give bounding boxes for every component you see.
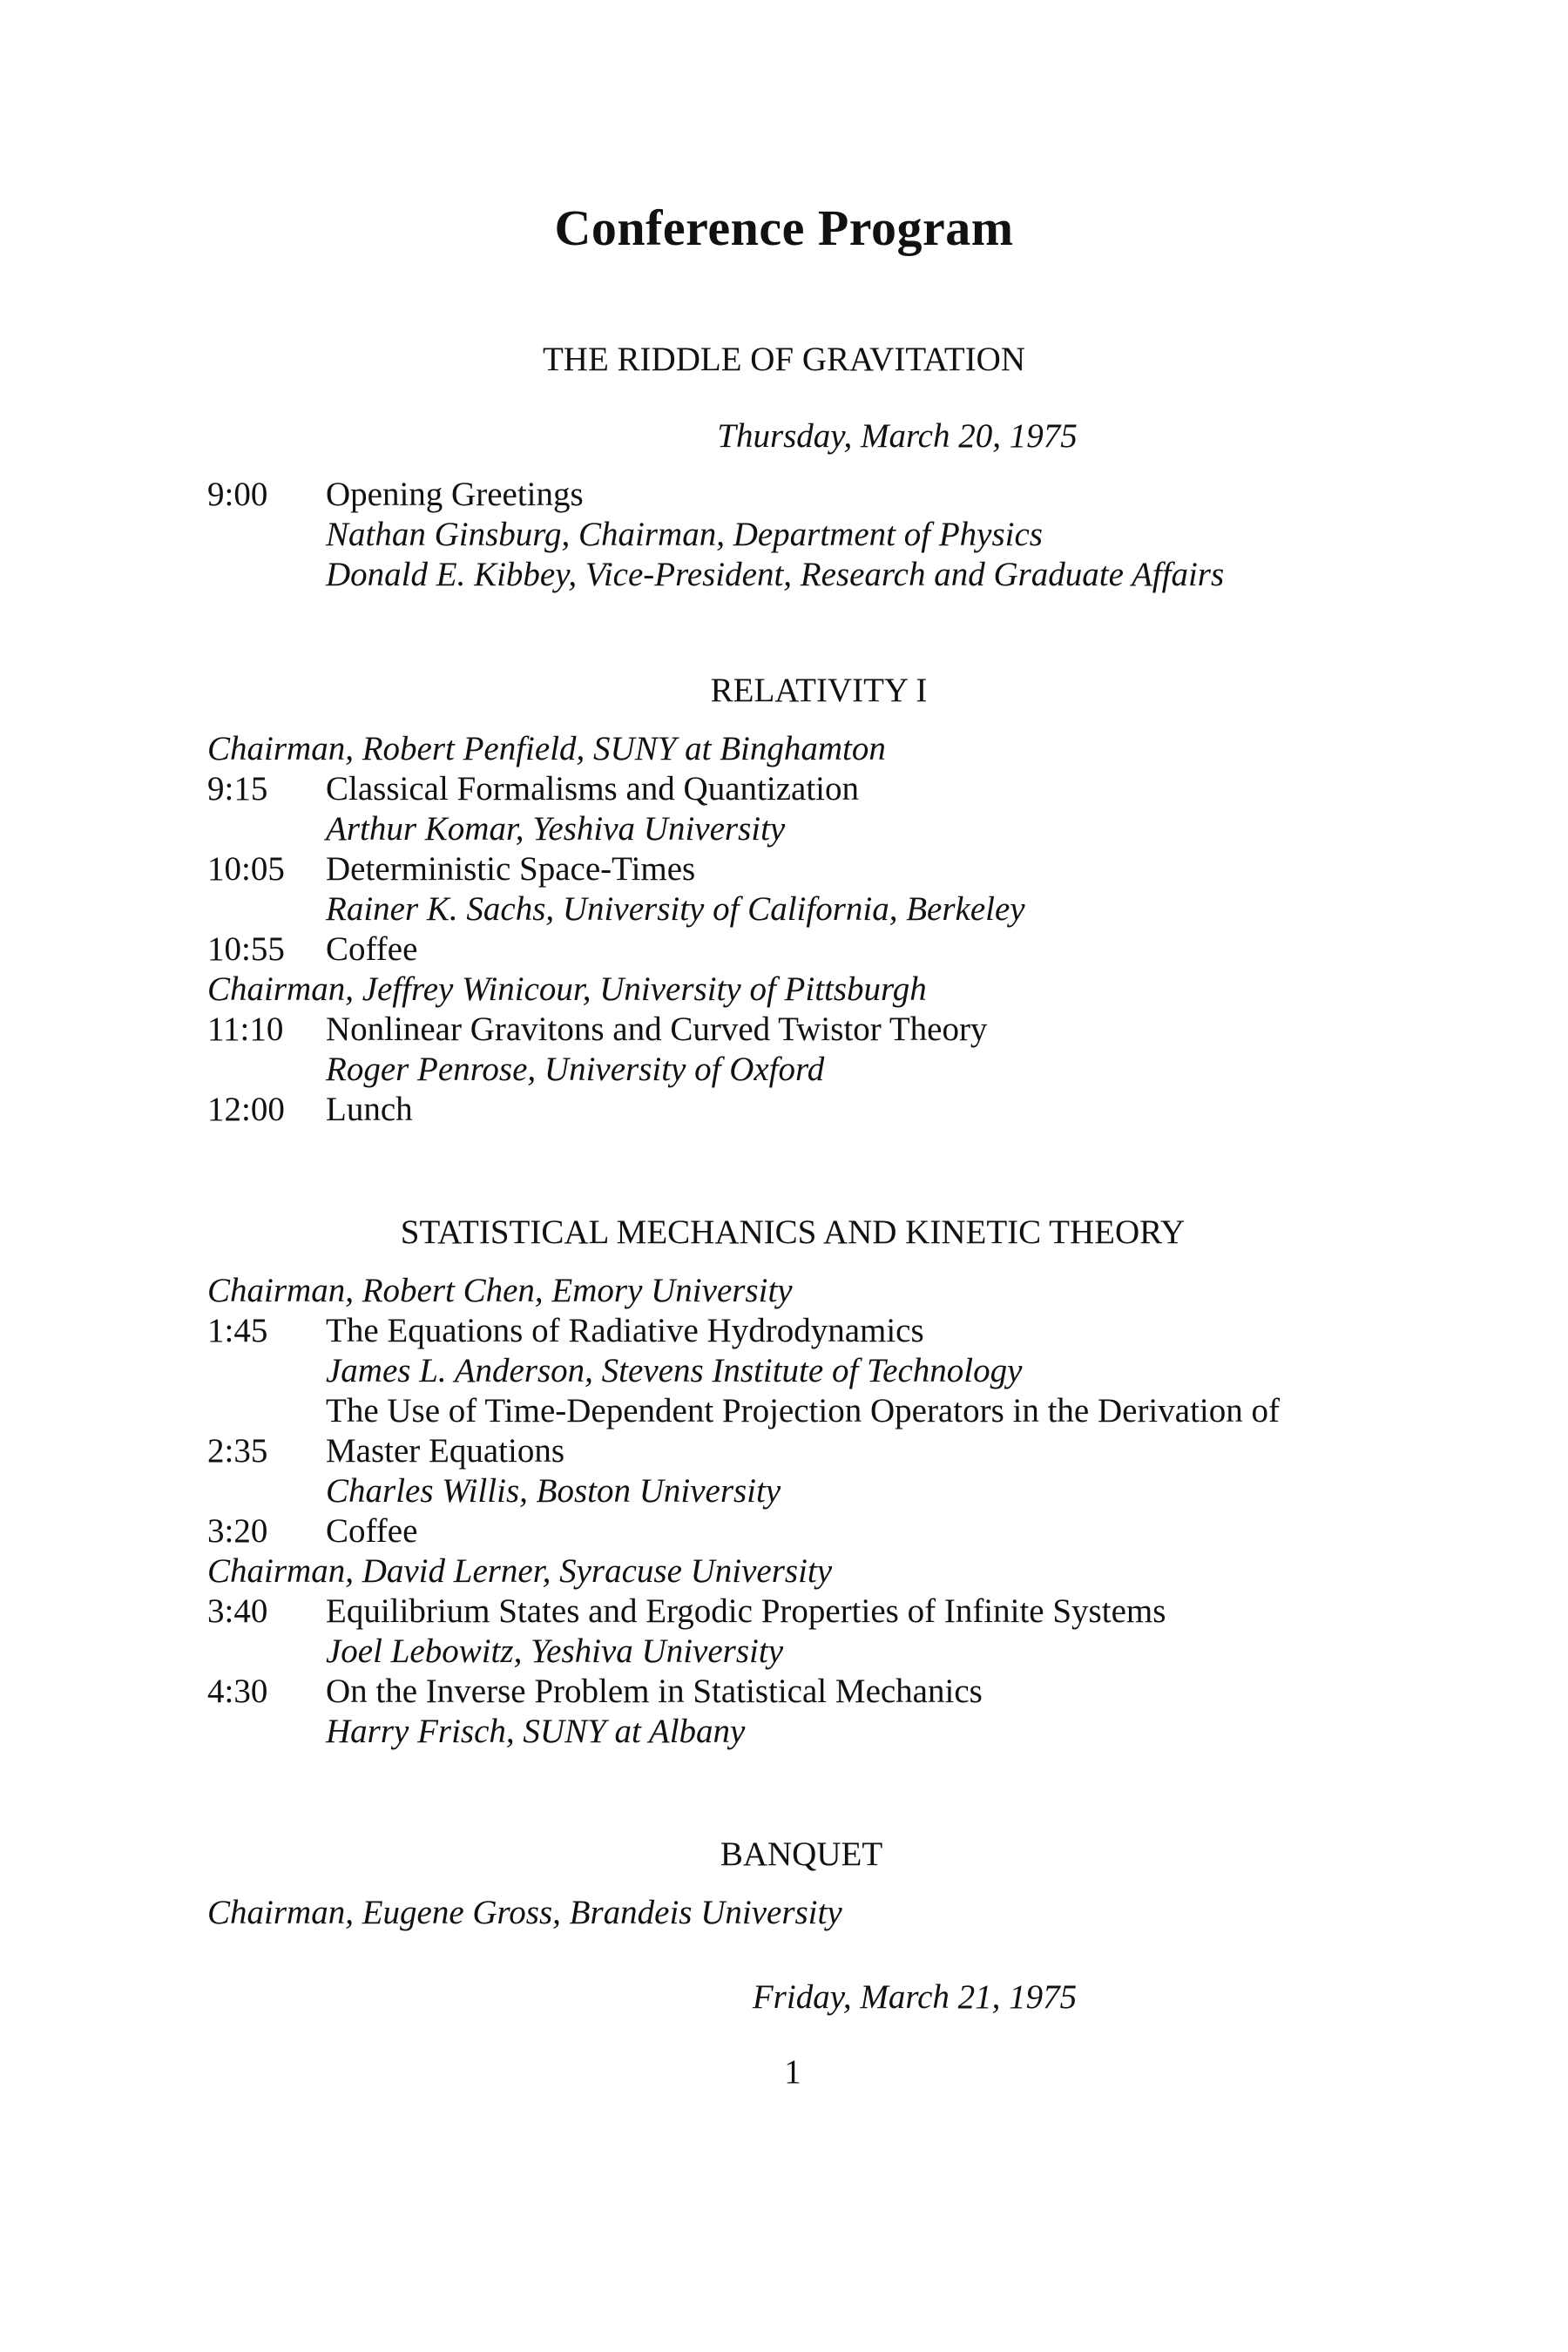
conference-subtitle: THE RIDDLE OF GRAVITATION	[542, 341, 1026, 378]
session-heading-banquet: BANQUET	[720, 1835, 883, 1873]
item-speaker: Rainer K. Sachs, University of California, Berkeley	[326, 890, 1025, 928]
page-number: 1	[784, 2053, 801, 2091]
opening-label: Opening Greetings	[326, 476, 584, 513]
item-time: 10:55	[207, 930, 285, 968]
item-title: Equilibrium States and Ergodic Properties of Infinite Systems	[326, 1592, 1166, 1630]
item-speaker: Roger Penrose, University of Oxford	[326, 1051, 825, 1088]
item-title: Classical Formalisms and Quantization	[326, 770, 859, 808]
session-chair: Chairman, Robert Penfield, SUNY at Binghamton	[207, 730, 886, 767]
session-heading-statmech: STATISTICAL MECHANICS AND KINETIC THEORY	[400, 1213, 1186, 1251]
item-speaker: Charles Willis, Boston University	[326, 1472, 781, 1510]
item-title: Nonlinear Gravitons and Curved Twistor Theory	[326, 1010, 988, 1048]
day1-date: Thursday, March 20, 1975	[717, 417, 1078, 455]
opening-time: 9:00	[207, 476, 268, 513]
session-chair: Chairman, Eugene Gross, Brandeis University	[207, 1894, 842, 1931]
session-heading-relativity: RELATIVITY I	[710, 672, 928, 709]
item-time: 11:10	[207, 1010, 284, 1048]
item-title-line1: The Use of Time-Dependent Projection Operators in the Derivation of	[326, 1392, 1280, 1429]
item-speaker: Arthur Komar, Yeshiva University	[326, 810, 786, 848]
item-title: The Equations of Radiative Hydrodynamics	[326, 1312, 924, 1349]
page-title: Conference Program	[554, 199, 1014, 256]
session-chair: Chairman, Robert Chen, Emory University	[207, 1272, 793, 1309]
session-chair: Chairman, David Lerner, Syracuse University	[207, 1552, 833, 1590]
item-time: 2:35	[207, 1432, 268, 1470]
item-time: 3:40	[207, 1592, 268, 1630]
item-time: 1:45	[207, 1312, 268, 1349]
item-speaker: Harry Frisch, SUNY at Albany	[326, 1713, 746, 1750]
item-time: 9:15	[207, 770, 268, 808]
item-title: Deterministic Space-Times	[326, 850, 696, 888]
item-time: 4:30	[207, 1673, 268, 1710]
item-title: On the Inverse Problem in Statistical Mechanics	[326, 1673, 983, 1710]
opening-speaker: Nathan Ginsburg, Chairman, Department of Physics	[326, 516, 1043, 553]
item-title: Master Equations	[326, 1432, 565, 1470]
item-speaker: Joel Lebowitz, Yeshiva University	[326, 1632, 784, 1670]
item-title: Coffee	[326, 930, 418, 968]
session-chair: Chairman, Jeffrey Winicour, University of Pittsburgh	[207, 970, 927, 1008]
item-time: 3:20	[207, 1512, 268, 1550]
item-title: Lunch	[326, 1091, 413, 1128]
item-speaker: James L. Anderson, Stevens Institute of Technology	[326, 1352, 1023, 1389]
item-title: Coffee	[326, 1512, 418, 1550]
item-time: 12:00	[207, 1091, 285, 1128]
day2-date: Friday, March 21, 1975	[752, 1978, 1078, 2016]
opening-speaker: Donald E. Kibbey, Vice-President, Research and Graduate Affairs	[326, 556, 1225, 593]
item-time: 10:05	[207, 850, 285, 888]
